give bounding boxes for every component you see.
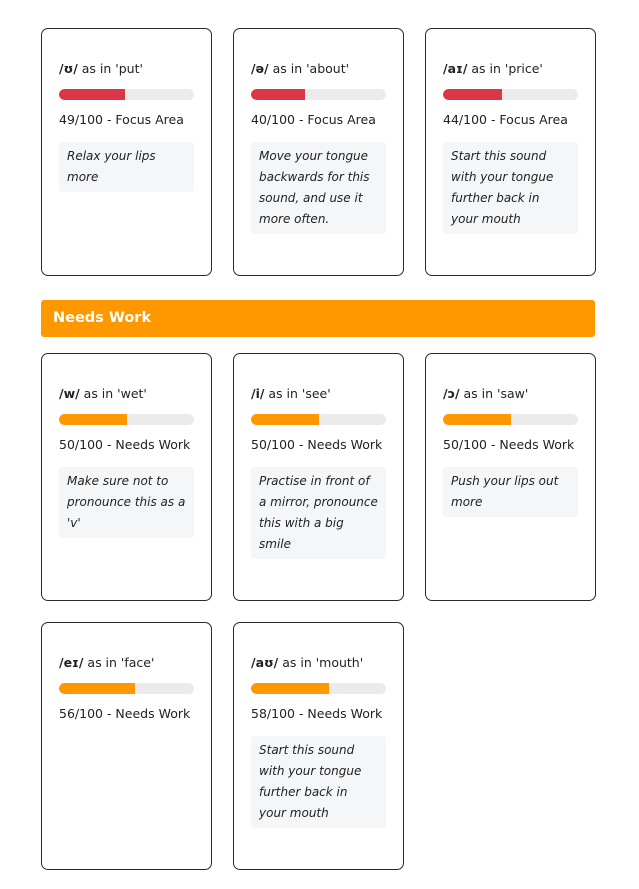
sound-title [59,61,194,77]
tip-text: Move your tongue backwards for this sound, and use it more often. [251,142,386,234]
ipa-symbol: /ə/ [251,61,269,76]
example-word: as in 'about' [268,61,350,76]
score-bar-fill [443,414,511,425]
needs-work-header: Needs Work [41,300,595,337]
sound-card-price [425,28,596,276]
score-bar [443,89,578,100]
ipa-symbol: /ʊ/ [59,61,78,76]
example-word: as in 'price' [467,61,543,76]
ipa-symbol: /aɪ/ [443,61,468,76]
tip-text: Practise in front of a mirror, pronounce this with a big smile [251,467,386,559]
score-text: 58/100 - Needs Work [251,706,383,721]
score-text: 49/100 - Focus Area [59,112,184,127]
score-bar-fill [251,89,305,100]
tip-text: Push your lips out more [443,467,578,517]
example-word: as in 'mouth' [278,655,364,670]
focus-area-cards [41,28,596,276]
score-text: 40/100 - Focus Area [251,112,376,127]
score-text: 44/100 - Focus Area [443,112,568,127]
score-bar [59,683,194,694]
sound-title [251,61,386,77]
score-text: 50/100 - Needs Work [59,437,191,452]
score-bar-fill [59,414,127,425]
score-bar [251,414,386,425]
example-word: as in 'put' [77,61,143,76]
example-word: as in 'wet' [79,386,147,401]
tip-text: Start this sound with your tongue further back in your mouth [251,736,386,828]
score-bar [251,89,386,100]
tip-text: Make sure not to pronounce this as a 'v' [59,467,194,538]
sound-card-wet [41,353,212,601]
ipa-symbol: /aʊ/ [251,655,279,670]
tip-text: Relax your lips more [59,142,194,192]
sound-card-see [233,353,404,601]
score-bar-fill [59,89,125,100]
sound-card-about [233,28,404,276]
sound-title [59,386,194,402]
sound-title [251,386,386,402]
sound-title [251,655,386,671]
sound-title [443,61,578,77]
sound-card-saw [425,353,596,601]
example-word: as in 'saw' [459,386,529,401]
score-bar-fill [251,414,319,425]
sound-title [59,655,194,671]
score-bar [59,414,194,425]
score-bar [251,683,386,694]
score-text: 56/100 - Needs Work [59,706,191,721]
score-text: 50/100 - Needs Work [443,437,575,452]
score-bar-fill [443,89,502,100]
score-text: 50/100 - Needs Work [251,437,383,452]
ipa-symbol: /eɪ/ [59,655,84,670]
sound-card-face [41,622,212,870]
ipa-symbol: /i/ [251,386,265,401]
ipa-symbol: /ɔ/ [443,386,460,401]
ipa-symbol: /w/ [59,386,80,401]
score-bar-fill [251,683,329,694]
tip-text: Start this sound with your tongue further back in your mouth [443,142,578,234]
score-bar [59,89,194,100]
sound-card-put [41,28,212,276]
example-word: as in 'face' [83,655,155,670]
sound-card-mouth [233,622,404,870]
needs-work-cards [41,353,596,870]
score-bar [443,414,578,425]
example-word: as in 'see' [264,386,331,401]
sound-title [443,386,578,402]
score-bar-fill [59,683,135,694]
